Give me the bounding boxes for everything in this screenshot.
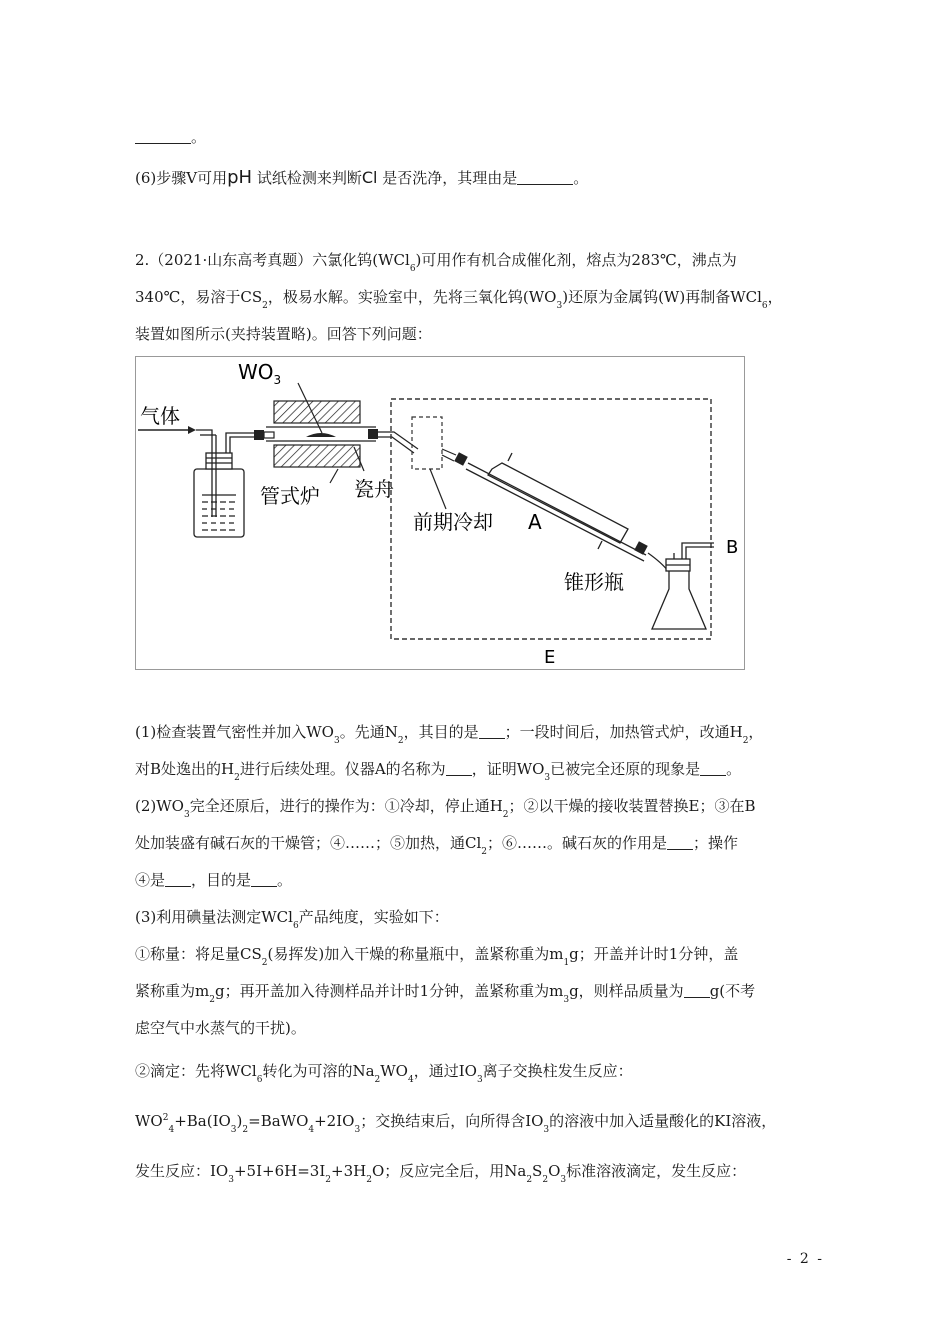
- porcelain-boat-label: 瓷舟: [354, 477, 394, 501]
- tube-furnace-label: 管式炉: [260, 484, 320, 508]
- gas-label: 气体: [140, 404, 180, 428]
- problem-2-line-2: 340℃，易溶于$CS_2$，极易水解。实验室中，先将三氧化钨$(WO_3)$还原为金属钨(W)再制备WCl$_6$，: [135, 288, 783, 311]
- tube-furnace: [266, 401, 376, 467]
- question-3-line-7: 发生反应：$IO_3+5I+6H=3I_2+3H_2O$；反应完全后，用$Na_2S_2O_3$标准溶液滴定，发生反应：: [135, 1162, 747, 1185]
- ph-text: pH: [227, 167, 253, 188]
- question-2-line-2: 处加装盛有碱石灰的干燥管；④……；⑤加热，通$Cl_2$；⑥……。碱石灰的作用是 ；操作: [135, 834, 739, 857]
- precool-label: 前期冷却: [413, 510, 493, 534]
- answer-blank: [684, 983, 710, 998]
- precool-pointer: [430, 469, 446, 509]
- answer-blank: [135, 129, 191, 144]
- wo3-label: $WO_3$: [238, 360, 282, 387]
- precool-box: [412, 417, 442, 469]
- wash-bottle: [194, 430, 254, 537]
- question-3-line-1: (3)利用碘量法测定WCl$_6$产品纯度，实验如下：: [135, 908, 449, 931]
- question-3-line-4: 虑空气中水蒸气的干扰)。: [135, 1019, 306, 1037]
- condenser-a: [466, 453, 646, 561]
- question-1-line-2: 对B处逸出的$H_2$进行后续处理。仪器A的名称为 ，证明$WO_3$已被完全还原的现象是 。: [135, 760, 742, 783]
- question-2-line-1: $(2)WO_3$完全还原后，进行的操作为：①冷却，停止通$H_2$；②以干燥的接收装置替换E；③在B: [135, 797, 756, 820]
- prev-end-line: 。: [135, 127, 206, 147]
- problem-2-line-1: 2.（2021·山东高考真题）六氯化钨(WCl$_6$)可用作有机合成催化剂，熔点为283℃，沸点为: [135, 251, 737, 274]
- problem-2-line-3: 装置如图所示(夹持装置略)。回答下列问题：: [135, 325, 432, 343]
- answer-blank: [700, 761, 726, 776]
- page-number: - 2 -: [786, 1251, 824, 1267]
- question-2-line-3: ④是 ，目的是 。: [135, 871, 293, 889]
- answer-blank: [479, 724, 505, 739]
- apparatus-figure: [135, 356, 745, 670]
- outlet-b-label: B: [726, 537, 739, 558]
- furnace-pointer: [330, 469, 338, 483]
- question-3-line-2: ①称量：将足量$CS_2$(易挥发)加入干燥的称量瓶中，盖紧称重为$m_1g$；开盖并计时1分钟，盖: [135, 945, 739, 968]
- connector: [254, 430, 274, 440]
- connector: [634, 541, 668, 571]
- cl-text: Cl: [361, 168, 378, 187]
- conical-flask-label: 锥形瓶: [564, 570, 624, 594]
- answer-blank: [251, 872, 277, 887]
- question-1-line-1: (1)检查装置气密性并加入$WO_3$。先通$N_2$，其目的是 ；一段时间后，加热管式炉，改通$H_2$，: [135, 723, 764, 746]
- answer-blank: [446, 761, 472, 776]
- answer-blank: [517, 170, 573, 185]
- condenser-a-label: A: [528, 510, 542, 534]
- answer-blank: [667, 835, 693, 850]
- answer-blank: [165, 872, 191, 887]
- question-6-line: (6)步骤Ⅴ可用pH 试纸检测来判断Cl 是否洗净，其理由是 。: [135, 167, 589, 188]
- question-3-line-6: $WO^2_4+Ba(IO_3)_2=BaWO_4+2IO_3$；交换结束后，向所得含$IO_3$的溶液中加入适量酸化的KI溶液，: [135, 1112, 777, 1135]
- receiver-e-label: E: [544, 647, 556, 668]
- conical-flask: [652, 543, 714, 629]
- question-3-line-5: ②滴定：先将WCl$_6$转化为可溶的$Na_2WO_4$，通过$IO_3$离子交换柱发生反应：: [135, 1062, 633, 1085]
- question-3-line-3: 紧称重为$m_2g$；再开盖加入待测样品并计时1分钟，盖紧称重为$m_3g$，则样品质量为 g(不考: [135, 982, 756, 1005]
- connector: [442, 449, 468, 466]
